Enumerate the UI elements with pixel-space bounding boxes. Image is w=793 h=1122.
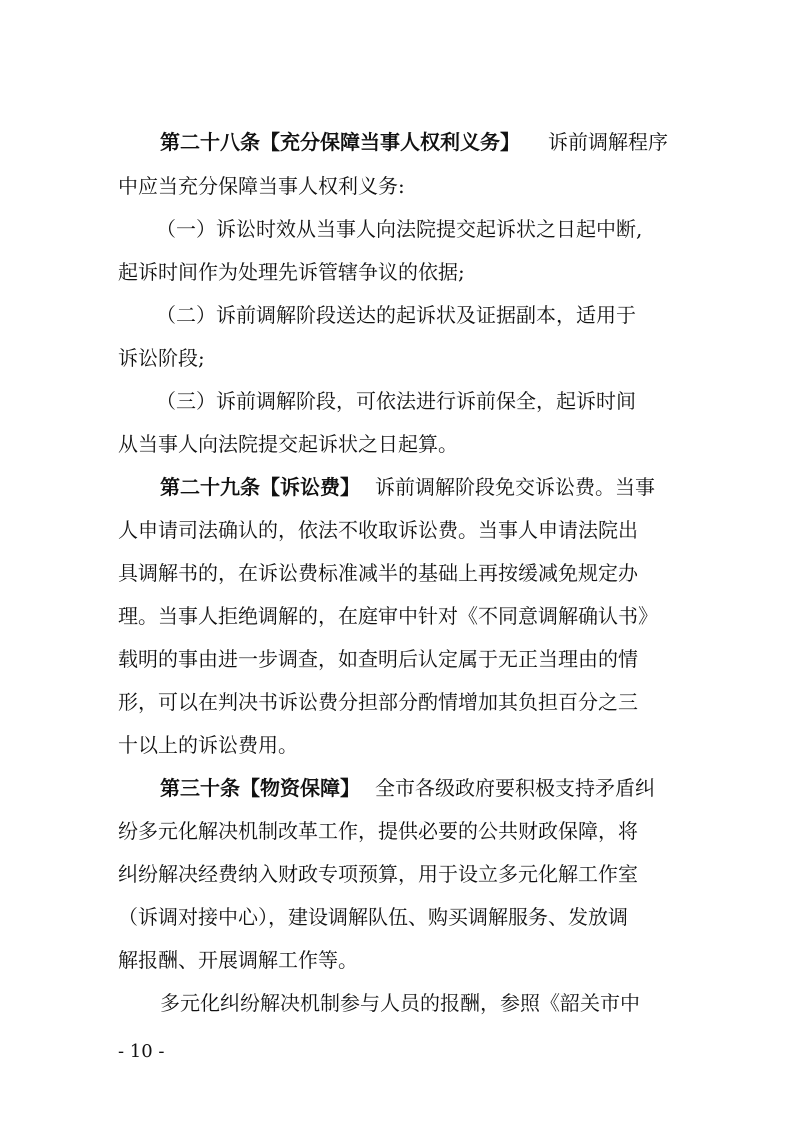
article-28-item-1-text: （一）诉讼时效从当事人向法院提交起诉状之日起中断, xyxy=(156,217,643,241)
article-29-line-6-text: 形，可以在判决书诉讼费分担部分酌情增加其负担百分之三 xyxy=(118,690,638,714)
article-29-line-2-text: 人申请司法确认的，依法不收取诉讼费。当事人申请法院出 xyxy=(118,518,638,542)
article-30-line-2-text: 纷多元化解决机制改革工作，提供必要的公共财政保障，将 xyxy=(118,819,638,843)
article-30-line-4-text: （诉调对接中心），建设调解队伍、购买调解服务、发放调 xyxy=(118,905,628,929)
article-28-item-2-line-2 xyxy=(0,338,793,378)
article-30-line-1-text: 全市各级政府要积极支持矛盾纠 xyxy=(375,776,655,800)
article-29-line-3-text: 具调解书的，在诉讼费标准减半的基础上再按缓减免规定办 xyxy=(118,561,638,585)
article-30-line-1 xyxy=(0,768,793,808)
article-30-line-5-text: 解报酬、开展调解工作等。 xyxy=(118,948,358,972)
article-29-line-5-text: 载明的事由进一步调查，如查明后认定属于无正当理由的情 xyxy=(118,647,638,671)
article-30-line-3-text: 纠纷解决经费纳入财政专项预算，用于设立多元化解工作室 xyxy=(118,862,638,886)
article-30-heading: 第三十条【物资保障】 xyxy=(160,776,360,800)
article-30-line-5 xyxy=(0,940,793,980)
article-30-line-3 xyxy=(0,854,793,894)
article-28-item-3-line-2 xyxy=(0,424,793,464)
article-29-line-4 xyxy=(0,596,793,636)
article-28-heading: 第二十八条【充分保障当事人权利义务】 xyxy=(160,130,520,154)
article-29-line-1-text: 诉前调解阶段免交诉讼费。当事 xyxy=(375,475,655,499)
article-28-item-1-continuation: 起诉时间作为处理先诉管辖争议的依据; xyxy=(118,260,465,284)
article-28-item-2-line-1 xyxy=(0,295,793,335)
article-28-item-1-line-1 xyxy=(0,209,793,249)
article-29-line-1 xyxy=(0,467,793,507)
article-29-line-4-text: 理。当事人拒绝调解的，在庭审中针对《不同意调解确认书》 xyxy=(118,604,658,628)
article-29-line-5 xyxy=(0,639,793,679)
article-30-line-2 xyxy=(0,811,793,851)
article-29-line-6 xyxy=(0,682,793,722)
article-30-line-4 xyxy=(0,897,793,937)
article-28-item-1-line-2 xyxy=(0,252,793,292)
last-paragraph-line-1 xyxy=(0,983,793,1023)
article-28-item-3-text: （三）诉前调解阶段，可依法进行诉前保全，起诉时间 xyxy=(156,389,636,413)
article-28-item-2-text: （二）诉前调解阶段送达的起诉状及证据副本，适用于 xyxy=(156,303,636,327)
article-28-item-3-continuation: 从当事人向法院提交起诉状之日起算。 xyxy=(118,432,458,456)
last-paragraph-text: 多元化纠纷解决机制参与人员的报酬，参照《韶关市中 xyxy=(160,991,640,1015)
article-29-line-7 xyxy=(0,725,793,765)
article-28-line-2 xyxy=(0,166,793,206)
article-29-heading: 第二十九条【诉讼费】 xyxy=(160,475,360,499)
article-28-line-2-text: 中应当充分保障当事人权利义务: xyxy=(118,174,405,198)
article-28-item-2-continuation: 诉讼阶段; xyxy=(118,346,205,370)
article-29-line-3 xyxy=(0,553,793,593)
page-number: - 10 - xyxy=(118,1041,165,1062)
article-28-line-1 xyxy=(0,122,793,162)
article-28-line-1-text: 诉前调解程序 xyxy=(548,130,668,154)
article-29-line-7-text: 十以上的诉讼费用。 xyxy=(118,733,298,757)
article-28-item-3-line-1 xyxy=(0,381,793,421)
article-29-line-2 xyxy=(0,510,793,550)
